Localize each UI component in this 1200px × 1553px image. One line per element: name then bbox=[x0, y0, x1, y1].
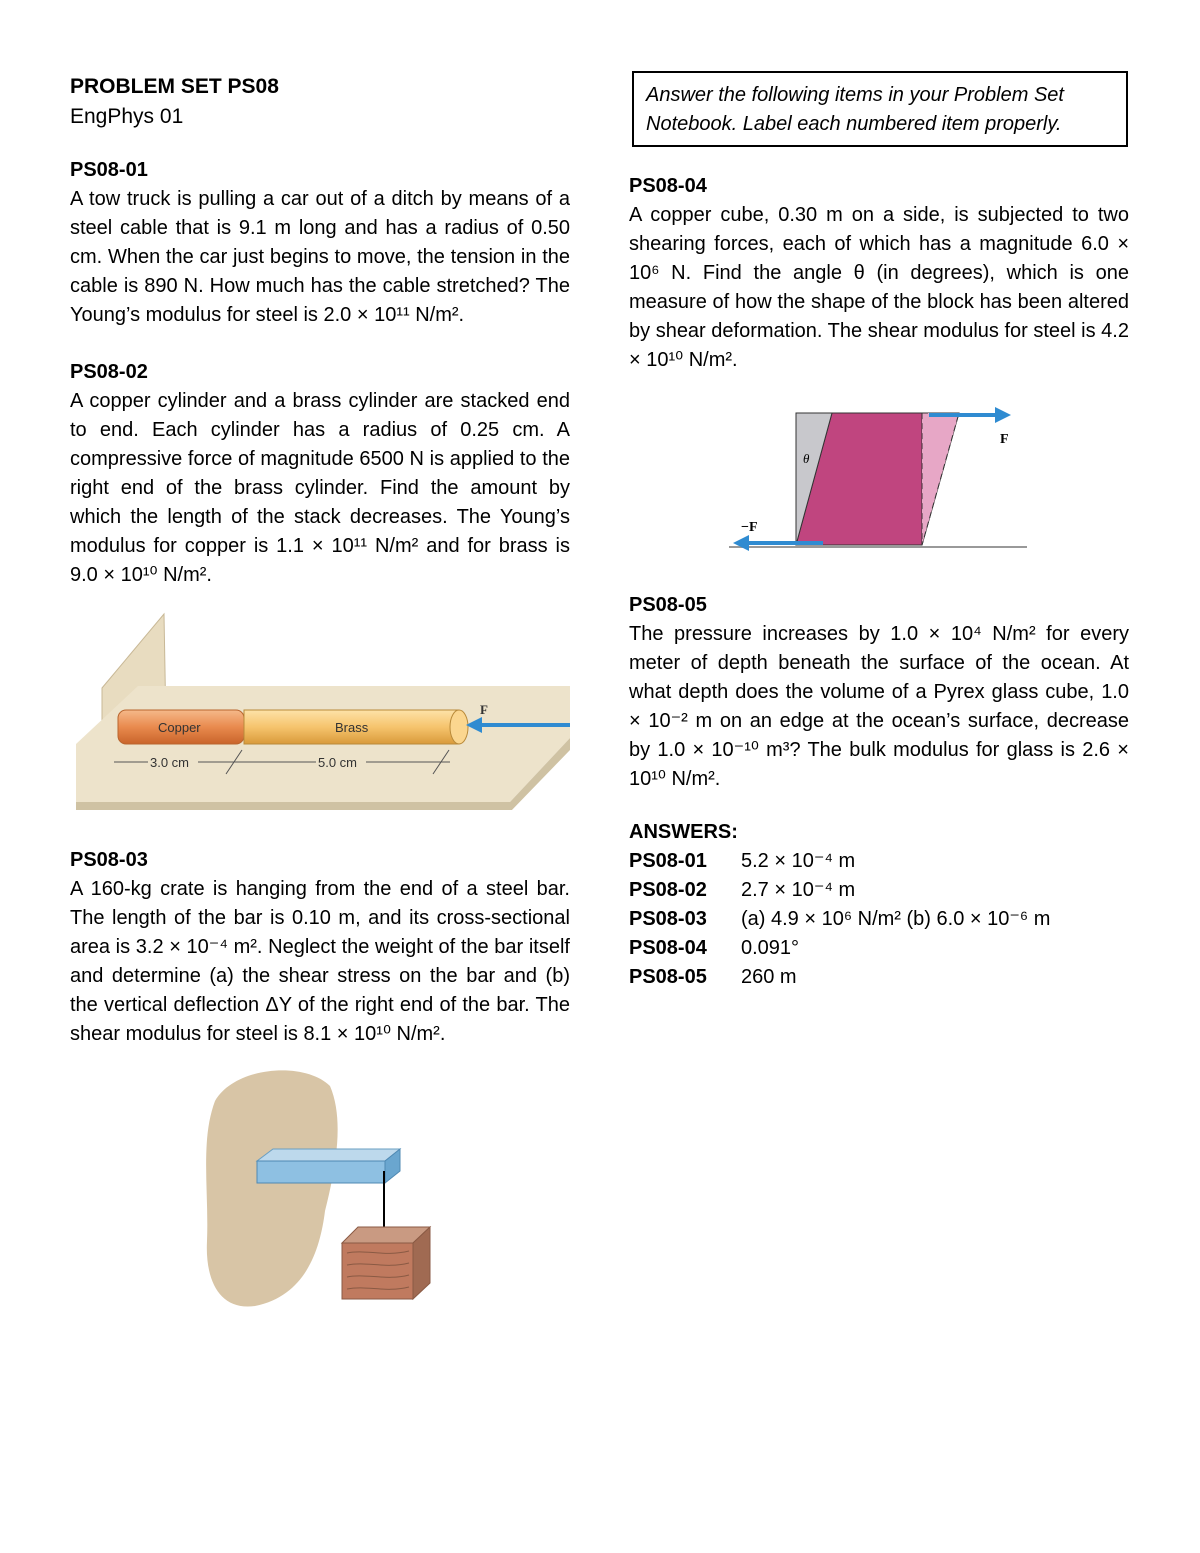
answer-id: PS08-01 bbox=[629, 850, 707, 872]
answer-id: PS08-05 bbox=[629, 966, 707, 988]
answer-id: PS08-04 bbox=[629, 937, 707, 959]
problem-id: PS08-03 bbox=[70, 849, 148, 871]
force-label: F bbox=[480, 702, 488, 717]
answer-row bbox=[629, 963, 1129, 992]
page-title: PROBLEM SET PS08 bbox=[70, 75, 279, 98]
right-column bbox=[629, 172, 1129, 992]
steel-bar-top bbox=[257, 1149, 400, 1161]
wall-blob bbox=[206, 1070, 338, 1306]
answer-value: 260 m bbox=[741, 966, 797, 988]
answer-row bbox=[629, 847, 1129, 876]
problem-id: PS08-01 bbox=[70, 159, 148, 181]
copper-length-label: 3.0 cm bbox=[150, 755, 190, 770]
problem-text: A copper cylinder and a brass cylinder are stacked end to end. Each cylinder has a radius of 0.25 cm. A compressive force of magnitude 6500 N is applied to the right end of the brass cylinder. Find the amount by which the length of the stack decreases. The Young’s modulus for copper is 1.1 × 10¹¹ N/m² and for brass is 9.0 × 10¹⁰ N/m². bbox=[70, 390, 570, 586]
problem-id: PS08-05 bbox=[629, 594, 707, 616]
answer-row bbox=[629, 876, 1129, 905]
problem-id: PS08-04 bbox=[629, 175, 707, 197]
answer-value: 0.091° bbox=[741, 937, 800, 959]
answer-id: PS08-03 bbox=[629, 908, 707, 930]
bottom-force-arrow-head bbox=[733, 535, 749, 551]
figure-hanging-crate bbox=[195, 1061, 695, 1311]
page-subtitle: EngPhys 01 bbox=[70, 105, 184, 128]
problem-text: The pressure increases by 1.0 × 10⁴ N/m² for every meter of depth beneath the surface of the ocean. At what depth does the volume of a Pyrex glass cube, 1.0 × 10⁻² m on an edge at the ocean’s surface, decrease by 1.0 × 10⁻¹⁰ m³? The bulk modulus for glass is 2.6 × 10¹⁰ N/m². bbox=[629, 623, 1129, 790]
top-force-label: F bbox=[1000, 432, 1009, 447]
copper-label: Copper bbox=[158, 720, 201, 735]
brass-end-cap bbox=[450, 710, 468, 744]
top-force-arrow-head bbox=[995, 407, 1011, 423]
brass-label: Brass bbox=[335, 720, 369, 735]
brass-length-label: 5.0 cm bbox=[318, 755, 358, 770]
answer-value: 5.2 × 10⁻⁴ m bbox=[741, 850, 856, 872]
problem-01 bbox=[70, 156, 570, 330]
answers-title: ANSWERS: bbox=[629, 821, 738, 843]
answer-row bbox=[629, 934, 1129, 963]
crate-front bbox=[342, 1243, 413, 1299]
left-column bbox=[70, 72, 570, 1311]
answer-value: 2.7 × 10⁻⁴ m bbox=[741, 879, 856, 901]
answer-row bbox=[629, 905, 1129, 934]
figure-shear-cube bbox=[629, 391, 1129, 551]
figure-cylinders bbox=[70, 610, 575, 810]
problem-text: A tow truck is pulling a car out of a ditch by means of a steel cable that is 9.1 m long and has a radius of 0.50 cm. When the car just begins to move, the tension in the cable is 890 N. How much has the cable stretched? The Young’s modulus for steel is 2.0 × 10¹¹ N/m². bbox=[70, 188, 570, 326]
problem-text: A copper cube, 0.30 m on a side, is subjected to two shearing forces, each of which has a magnitude 6.0 × 10⁶ N. Find the angle θ (in degrees), which is one measure of how the shape of the block has been altered by shear deformation. The shear modulus for steel is 4.2 × 10¹⁰ N/m². bbox=[629, 204, 1129, 371]
problem-04 bbox=[629, 172, 1129, 375]
problem-text: A 160-kg crate is hanging from the end of a steel bar. The length of the bar is 0.10 m, and its cross-sectional area is 3.2 × 10⁻⁴ m². Neglect the weight of the bar itself and determine (a) the shear stress on the bar and (b) the vertical deflection ΔY of the right end of the bar. The shear modulus for steel is 8.1 × 10¹⁰ N/m². bbox=[70, 878, 570, 1045]
answer-id: PS08-02 bbox=[629, 879, 707, 901]
instructions-box: Answer the following items in your Problem Set Notebook. Label each numbered item properly. bbox=[632, 71, 1128, 147]
answers-section bbox=[629, 818, 1129, 992]
problem-05 bbox=[629, 591, 1129, 794]
answer-value: (a) 4.9 × 10⁶ N/m² (b) 6.0 × 10⁻⁶ m bbox=[741, 908, 1051, 930]
problem-02 bbox=[70, 358, 570, 590]
theta-label: θ bbox=[803, 451, 810, 466]
problem-id: PS08-02 bbox=[70, 361, 148, 383]
steel-bar-front bbox=[257, 1161, 385, 1183]
bottom-force-label: −F bbox=[741, 520, 758, 535]
problem-03 bbox=[70, 846, 570, 1049]
